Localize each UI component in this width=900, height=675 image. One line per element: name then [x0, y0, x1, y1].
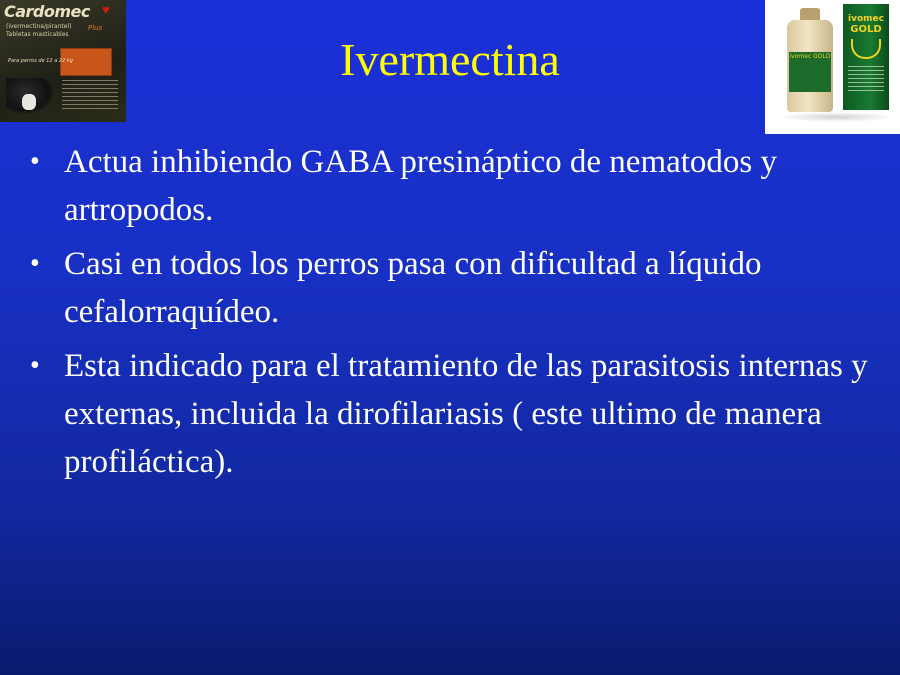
cardomec-plus: Plus: [88, 24, 103, 32]
bullet-text: Casi en todos los perros pasa con dificultad a líquido cefalorraquídeo.: [64, 246, 762, 330]
bullet-marker: •: [30, 248, 40, 279]
ivomec-box-line1: ivomec: [848, 14, 884, 24]
cardomec-line2: Tabletas masticables: [6, 31, 69, 38]
bullet-text: Esta indicado para el tratamiento de las parasitosis internas y externas, incluida la dirofilariasis ( este ultimo de manera profiláctica).: [64, 348, 868, 480]
heart-icon: ♥: [102, 2, 110, 17]
bullet-item: [28, 240, 888, 336]
product-shadow: [779, 112, 895, 122]
bullet-marker: •: [30, 350, 40, 381]
dog-chest-patch: [22, 94, 36, 110]
cardomec-brand: Cardomec: [4, 2, 90, 21]
ivomec-bottle-label: ivomec GOLD: [789, 52, 831, 92]
bullet-marker: •: [30, 146, 40, 177]
ivomec-box-line2: GOLD: [850, 24, 882, 35]
bullet-item: [28, 342, 888, 486]
bullet-item: [28, 138, 888, 234]
cardomec-dog-label: Para perros de 12 a 22 kg: [8, 58, 73, 64]
slide-title: Ivermectina: [340, 34, 560, 85]
bullet-text: Actua inhibiendo GABA presináptico de nematodos y artropodos.: [64, 144, 778, 228]
bullet-list: [28, 138, 888, 492]
cardomec-line1: (ivermectina/pirantel): [6, 23, 72, 30]
